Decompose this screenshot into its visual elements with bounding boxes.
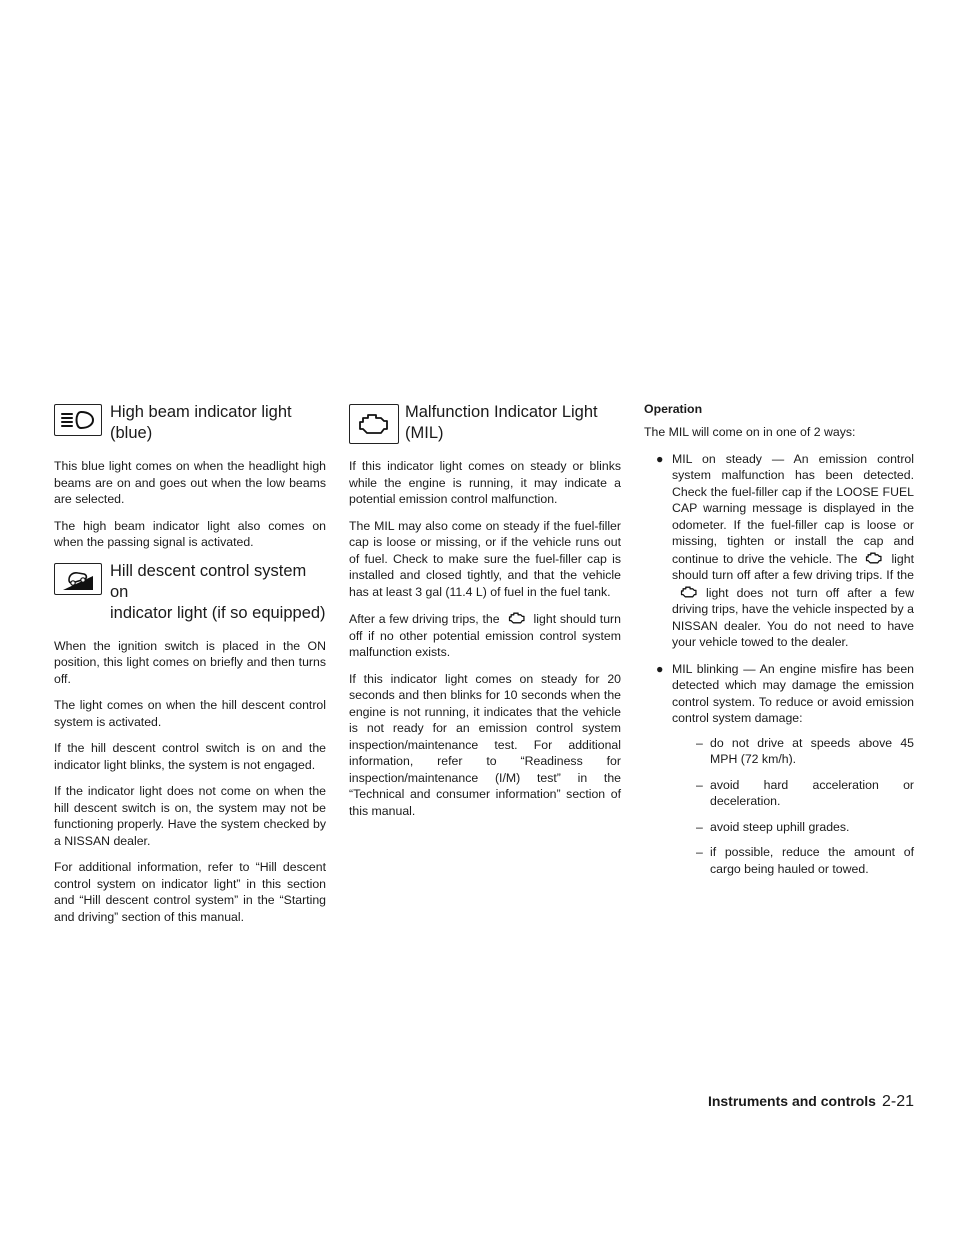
engine-malfunction-icon: [676, 584, 702, 600]
paragraph: After a few driving trips, the light should turn off if no other potential emission control system malfunction exists.: [349, 612, 621, 659]
high-beam-heading: [54, 402, 326, 444]
paragraph: The high beam indicator light also comes on when the passing signal is activated.: [54, 518, 326, 549]
list-item: ● MIL blinking — An engine misfire has been detected which may damage the emission control system. To reduce or avoid emission control system damage: – do not drive at speeds above 45 MPH (72 km/h). – avoid hard acceleration or deceleration. – avoid steep uphill grades. – if possible, reduce the amount of cargo being hauled or towed.: [656, 661, 914, 876]
hill-descent-icon: [54, 563, 102, 595]
engine-malfunction-icon: [861, 550, 887, 566]
section-title: Instruments and controls: [707, 1093, 876, 1109]
paragraph: If the indicator light does not come on when the hill descent switch is on, the system may not be functioning properly. Have the system checked by a NISSAN dealer.: [54, 784, 326, 848]
page-number: 2-21: [881, 1093, 914, 1110]
operation-list: [644, 451, 914, 878]
paragraph: The MIL will come on in one of 2 ways:: [644, 425, 856, 439]
bullet: ●: [656, 451, 664, 466]
list-item: – avoid steep uphill grades.: [696, 819, 850, 834]
list-item: – avoid hard acceleration or deceleration.: [696, 777, 914, 808]
operation-heading: Operation: [644, 402, 703, 416]
middle-column: [349, 402, 621, 829]
list-item: – do not drive at speeds above 45 MPH (72 km/h).: [696, 735, 914, 766]
engine-malfunction-icon: [504, 610, 530, 626]
hill-descent-heading: [54, 561, 326, 624]
hill-descent-title: Hill descent control system on indicator light (if so equipped): [110, 561, 326, 622]
paragraph: If the hill descent control switch is on and the indicator light blinks, the system is not engaged.: [54, 741, 326, 772]
paragraph: For additional information, refer to “Hill descent control system on indicator light” in this section and “Hill descent control system” in the “Starting and driving” section of this manual.: [54, 860, 326, 924]
bullet: ●: [656, 661, 664, 676]
high-beam-title: High beam indicator light (blue): [110, 403, 292, 442]
damage-avoidance-list: [672, 735, 914, 878]
paragraph: When the ignition switch is placed in the ON position, this light comes on briefly and then turns off.: [54, 638, 326, 686]
list-item: – if possible, reduce the amount of cargo being hauled or towed.: [696, 845, 914, 876]
mil-title: Malfunction Indicator Light (MIL): [405, 403, 598, 442]
page-footer: [700, 1093, 914, 1111]
paragraph: The light comes on when the hill descent control system is activated.: [54, 698, 326, 729]
paragraph: The MIL may also come on steady if the fuel-filler cap is loose or missing, or if the vehicle runs out of fuel. Check to make sure the fuel-filler cap is installed and closed tightly, and that the vehicle has at least 3 gal (11.4 L) of fuel in the fuel tank.: [349, 518, 621, 599]
right-column: [644, 402, 914, 887]
engine-malfunction-icon: [349, 404, 399, 444]
paragraph: If this indicator light comes on steady for 20 seconds and then blinks for 10 seconds when the engine is not running, it indicates that the vehicle is not ready for an emission control system inspection/maintenance test. For additional information, refer to “Readiness for inspection/maintenance (I/M) test” in the “Technical and consumer information” section of this manual.: [349, 671, 621, 818]
mil-heading: [349, 402, 621, 444]
paragraph: If this indicator light comes on steady or blinks while the engine is running, it may indicate a potential emission control malfunction.: [349, 459, 621, 506]
paragraph: This blue light comes on when the headlight high beams are on and goes out when the low beams are selected.: [54, 459, 326, 506]
list-item: ● MIL on steady — An emission control system malfunction has been detected. Check the fuel-filler cap if the LOOSE FUEL CAP warning message is displayed in the odometer. If the fuel-filler cap is loose or missing, tighten or install the cap and continue to drive the vehicle. The light should turn off after a few driving trips. If thelight does not turn off after a few driving trips, have the vehicle inspected by a NISSAN dealer. You do not need to have your vehicle towed to the dealer.: [656, 451, 914, 649]
left-column: [54, 402, 326, 935]
high-beam-icon: [54, 404, 102, 436]
